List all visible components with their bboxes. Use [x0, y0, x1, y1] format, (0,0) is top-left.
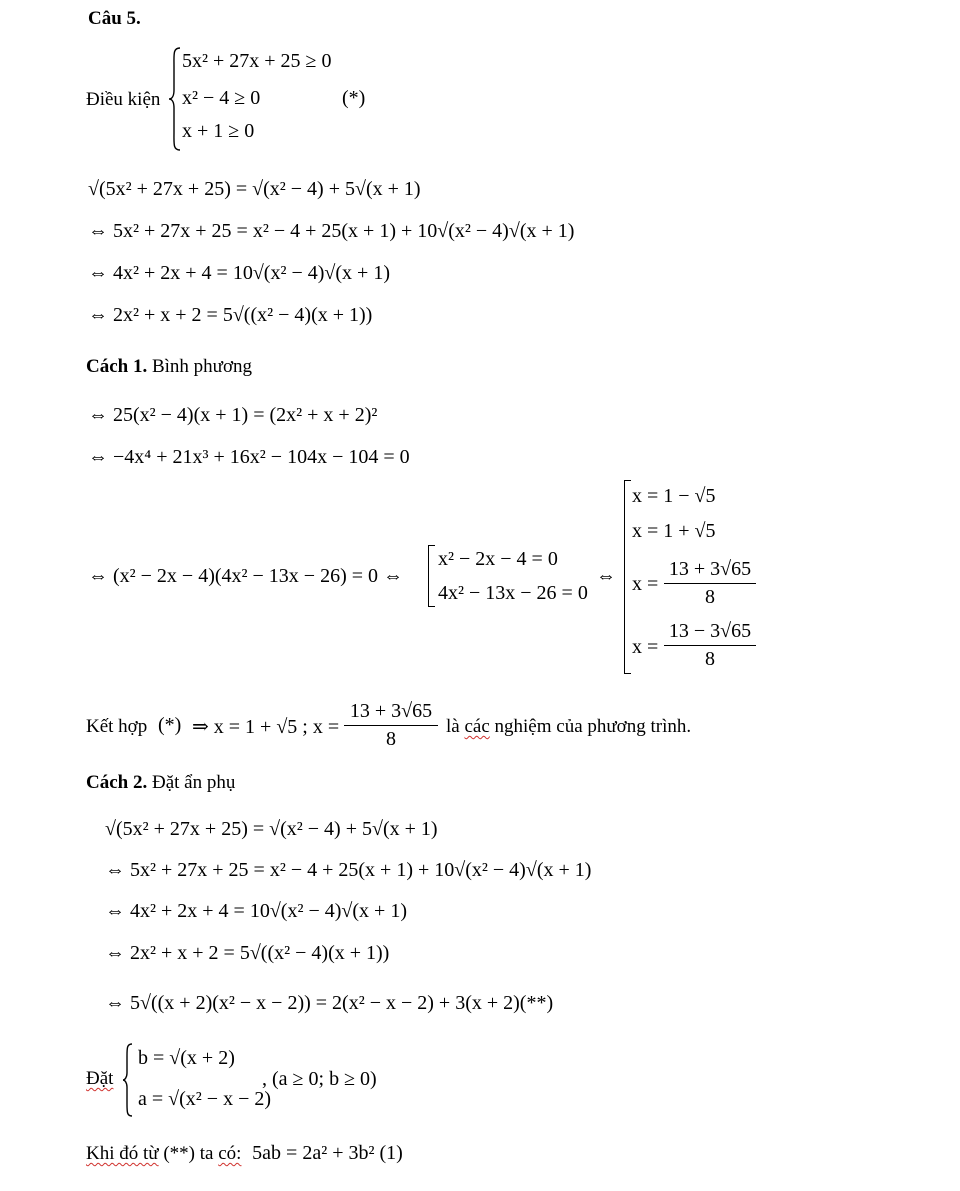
method1-line-1: ⇔ 25(x² − 4)(x + 1) = (2x² + x + 2)²	[88, 404, 378, 426]
method1-line-2: ⇔ −4x⁴ + 21x³ + 16x² − 104x − 104 = 0	[88, 446, 410, 468]
method2-subtitle: Đặt ẩn phụ	[151, 772, 236, 793]
conclusion-implies: ⇒ x = 1 + √5 ; x =	[192, 716, 340, 738]
condition-line-1: 5x² + 27x + 25 ≥ 0	[182, 50, 332, 72]
question-title: Câu 5.	[88, 8, 141, 29]
conclusion-prefix: Kết hợp	[86, 716, 148, 737]
condition-line-2: x² − 4 ≥ 0	[182, 87, 261, 109]
step-1: √(5x² + 27x + 25) = √(x² − 4) + 5√(x + 1)	[88, 178, 421, 200]
substitution-brace	[122, 1042, 134, 1118]
substitution-line-1: b = √(x + 2)	[138, 1047, 235, 1069]
method1-title: Cách 1.	[86, 356, 148, 377]
method2-title: Cách 2.	[86, 772, 148, 793]
method1-system-2: 4x² − 13x − 26 = 0	[438, 582, 588, 604]
conclusion-text-a: là	[446, 716, 460, 737]
method1-solution-4-fraction	[664, 620, 756, 671]
condition-label: Điều kiện	[86, 89, 161, 110]
step-4: ⇔ 2x² + x + 2 = 5√((x² − 4)(x + 1))	[88, 304, 373, 326]
method1-solution-3-denominator: 8	[705, 586, 715, 608]
method2-line-1: √(5x² + 27x + 25) = √(x² − 4) + 5√(x + 1)	[105, 818, 438, 840]
method1-solution-1: x = 1 − √5	[632, 485, 716, 507]
method1-solution-4-denominator: 8	[705, 648, 715, 670]
method1-solution-3-numerator: 13 + 3√65	[668, 558, 752, 580]
condition-tag: (*)	[342, 87, 366, 109]
method1-solution-2: x = 1 + √5	[632, 520, 716, 542]
step-3: ⇔ 4x² + 2x + 4 = 10√(x² − 4)√(x + 1)	[88, 262, 390, 284]
method1-solution-3-prefix: x =	[632, 573, 659, 595]
method1-subtitle: Bình phương	[151, 356, 253, 377]
method1-system-bracket	[428, 545, 437, 607]
method2-line-4: ⇔ 2x² + x + 2 = 5√((x² − 4)(x + 1))	[105, 942, 390, 964]
step-2: ⇔ 5x² + 27x + 25 = x² − 4 + 25(x + 1) + 10√(x² − 4)√(x + 1)	[88, 220, 575, 242]
final-label-a: Khi đó từ	[86, 1143, 159, 1164]
condition-brace	[168, 46, 182, 152]
substitution-condition: , (a ≥ 0; b ≥ 0)	[262, 1068, 377, 1090]
conclusion-denominator: 8	[386, 728, 396, 750]
final-label-c: có:	[218, 1143, 242, 1164]
method1-system-1: x² − 2x − 4 = 0	[438, 548, 558, 570]
final-label-b: (**) ta	[163, 1143, 214, 1164]
method2-heading	[86, 772, 235, 794]
conclusion-text	[446, 716, 691, 738]
method2-line-3: ⇔ 4x² + 2x + 4 = 10√(x² − 4)√(x + 1)	[105, 900, 407, 922]
substitution-label: Đặt	[86, 1068, 114, 1089]
conclusion-numerator: 13 + 3√65	[349, 700, 433, 722]
final-text	[86, 1142, 403, 1165]
condition-line-3: x + 1 ≥ 0	[182, 120, 255, 142]
method2-line-5: ⇔ 5√((x + 2)(x² − x − 2)) = 2(x² − x − 2) + 3(x + 2)(**)	[105, 992, 554, 1014]
method1-solution-4-prefix: x =	[632, 636, 659, 658]
substitution-line-2: a = √(x² − x − 2)	[138, 1088, 272, 1110]
method1-heading	[86, 356, 252, 378]
conclusion-tag: (*)	[158, 714, 182, 736]
conclusion-text-c: nghiệm của phương trình.	[494, 716, 692, 737]
method1-solution-4-numerator: 13 − 3√65	[668, 620, 752, 642]
final-equation: 5ab = 2a² + 3b² (1)	[252, 1142, 403, 1164]
method1-factor: ⇔ (x² − 2x − 4)(4x² − 13x − 26) = 0 ⇔	[88, 565, 404, 587]
conclusion-text-b: các	[464, 716, 490, 737]
method1-arrow: ⇔	[596, 565, 616, 587]
conclusion-fraction	[344, 700, 438, 751]
method2-line-2: ⇔ 5x² + 27x + 25 = x² − 4 + 25(x + 1) + 10√(x² − 4)√(x + 1)	[105, 859, 592, 881]
method1-solution-3-fraction	[664, 558, 756, 609]
